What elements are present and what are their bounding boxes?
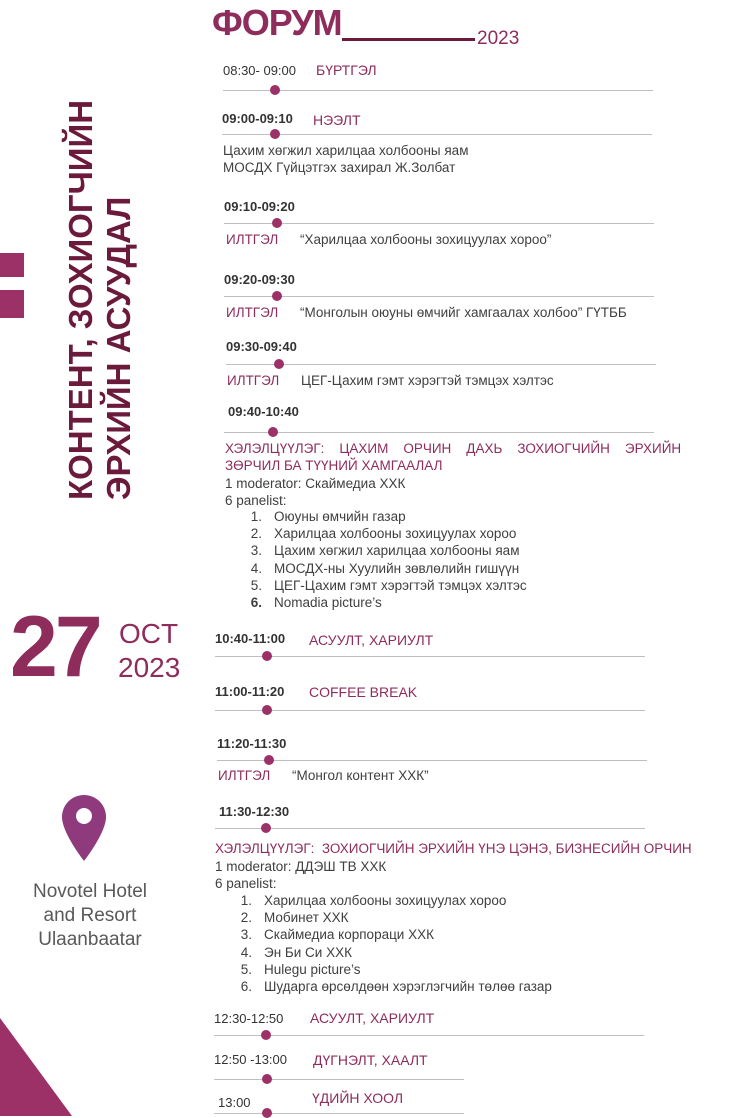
timeline-line	[222, 134, 652, 135]
session-time: 12:30-12:50	[214, 1011, 284, 1026]
session-time: 09:40-10:40	[228, 404, 299, 419]
timeline-line	[226, 364, 656, 365]
date-month: OCT	[119, 618, 179, 649]
session-time: 09:20-09:30	[224, 272, 295, 287]
list-item: 3. Скаймедиа корпораци ХХК	[240, 927, 434, 943]
decor-triangle	[0, 1018, 72, 1116]
session-title: ҮДИЙН ХООЛ	[312, 1090, 404, 1106]
panelist-count: 6 panelist:	[215, 876, 277, 891]
session-time: 12:50 -13:00	[214, 1052, 288, 1067]
session-time: 13:00	[218, 1095, 251, 1110]
timeline-dot	[272, 291, 282, 301]
timeline-dot	[270, 129, 280, 139]
timeline-dot	[264, 755, 274, 765]
session-time: 08:30- 09:00	[223, 63, 297, 78]
forum-title: ФОРУМ	[212, 2, 342, 43]
venue-line-2: and Resort	[43, 905, 137, 926]
timeline-line	[214, 1113, 464, 1114]
session-title: ДҮГНЭЛТ, ХААЛТ	[313, 1052, 428, 1068]
session-title: АСУУЛТ, ХАРИУЛТ	[309, 632, 434, 648]
session-title: БҮРТГЭЛ	[316, 62, 377, 78]
session-time: 09:00-09:10	[222, 111, 293, 126]
list-item: 2. Мобинет ХХК	[240, 910, 349, 926]
timeline-dot	[262, 1074, 272, 1084]
session-label: ИЛТГЭЛ	[227, 373, 280, 388]
timeline-line	[214, 1079, 464, 1080]
title-underline	[342, 38, 475, 41]
timeline-dot	[270, 85, 280, 95]
timeline-dot	[262, 1108, 272, 1118]
list-item: 6. Шударга өрсөлдөөн хэрэглэгчийн төлөө газар	[240, 978, 552, 994]
decor-square-top	[0, 253, 24, 277]
timeline-line	[214, 1035, 644, 1036]
location-pin-icon	[62, 795, 106, 861]
timeline-line	[217, 760, 647, 761]
list-item: 4. Эн Би Си ХХК	[240, 944, 352, 960]
panelist-list	[228, 892, 552, 995]
moderator: 1 moderator: ДДЭШ ТВ ХХК	[215, 859, 387, 874]
session-time: 11:20-11:30	[217, 736, 287, 751]
timeline-dot	[268, 427, 278, 437]
list-item: 1. Оюуны өмчийн газар	[250, 509, 406, 524]
list-item: 5. ЦЕГ-Цахим гэмт хэрэгтэй тэмцэх хэлтэс	[250, 577, 527, 593]
session-label: ИЛТГЭЛ	[218, 768, 271, 783]
date-day: 27	[10, 599, 100, 695]
session-label: ИЛТГЭЛ	[226, 232, 279, 247]
venue-name	[0, 880, 180, 952]
venue-line-3: Ulaanbaatar	[38, 929, 142, 950]
date-year: 2023	[118, 652, 181, 683]
timeline-line	[224, 432, 654, 433]
list-item: 6. Nomadia picture’s	[250, 594, 382, 610]
timeline-dot	[262, 705, 272, 715]
session-label: ИЛТГЭЛ	[226, 305, 279, 320]
list-item: 1. Харилцаа холбооны зохицуулах хороо	[240, 893, 507, 908]
session-title: НЭЭЛТ	[313, 112, 361, 128]
timeline-line	[215, 828, 645, 829]
session-desc: Цахим хөгжил харилцаа холбооны яам	[223, 143, 469, 158]
session-title: “Харилцаа холбооны зохицуулах хороо”	[300, 232, 552, 247]
session-time: 09:30-09:40	[226, 339, 297, 354]
moderator: 1 moderator: Скаймедиа ХХК	[225, 476, 406, 491]
forum-year: 2023	[477, 28, 520, 49]
session-time: 11:30-12:30	[219, 804, 290, 819]
venue-line-1: Novotel Hotel	[32, 881, 148, 902]
vertical-title-line-1: КОНТЕНТ, ЗОХИОГЧИЙН	[62, 99, 99, 501]
session-title: “Монголын оюуны өмчийг хамгаалах холбоо” ГҮТББ	[300, 305, 627, 320]
session-title: COFFEE BREAK	[309, 684, 418, 700]
decor-square-bottom	[0, 290, 24, 318]
timeline-line	[224, 296, 654, 297]
list-item: 4. МОСДХ-ны Хуулийн зөвлөлийн гишүүн	[250, 560, 520, 576]
timeline-line	[215, 710, 645, 711]
timeline-dot	[274, 359, 284, 369]
timeline-line	[215, 656, 645, 657]
list-item: 5. Hulegu picture’s	[240, 961, 361, 977]
timeline-dot	[262, 651, 272, 661]
session-time: 09:10-09:20	[224, 199, 295, 214]
panelist-count: 6 panelist:	[225, 493, 287, 508]
session-time: 10:40-11:00	[215, 631, 286, 646]
list-item: 2. Харилцаа холбооны зохицуулах хороо	[250, 526, 517, 542]
session-time: 11:00-11:20	[215, 684, 285, 699]
session-title: ХЭЛЭЛЦҮҮЛЭГ: ЗОХИОГЧИЙН ЭРХИЙН ҮНЭ ЦЭНЭ, БИЗНЕСИЙН ОРЧИН	[215, 841, 692, 856]
timeline-dot	[261, 1030, 271, 1040]
panelist-list	[238, 508, 527, 611]
timeline-dot	[261, 823, 271, 833]
session-title: АСУУЛТ, ХАРИУЛТ	[310, 1010, 435, 1026]
timeline-line	[223, 90, 653, 91]
session-desc: МОСДХ Гүйцэтгэх захирал Ж.Золбат	[223, 160, 456, 175]
list-item: 3. Цахим хөгжил харилцаа холбооны яам	[250, 543, 520, 559]
timeline-dot	[272, 218, 282, 228]
timeline-line	[224, 223, 654, 224]
session-title: “Монгол контент ХХК”	[292, 768, 429, 783]
session-title: ЦЕГ-Цахим гэмт хэрэгтэй тэмцэх хэлтэс	[301, 373, 554, 388]
session-title-cont: ЗӨРЧИЛ БА ТҮҮНИЙ ХАМГААЛАЛ	[225, 458, 443, 473]
session-title: ХЭЛЭЛЦҮҮЛЭГ: ЦАХИМ ОРЧИН ДАХЬ ЗОХИОГЧИЙН ЭРХИЙН	[225, 441, 682, 456]
vertical-title-line-2: ЭРХИЙН АСУУДАЛ	[100, 196, 137, 501]
vertical-title	[62, 100, 138, 500]
